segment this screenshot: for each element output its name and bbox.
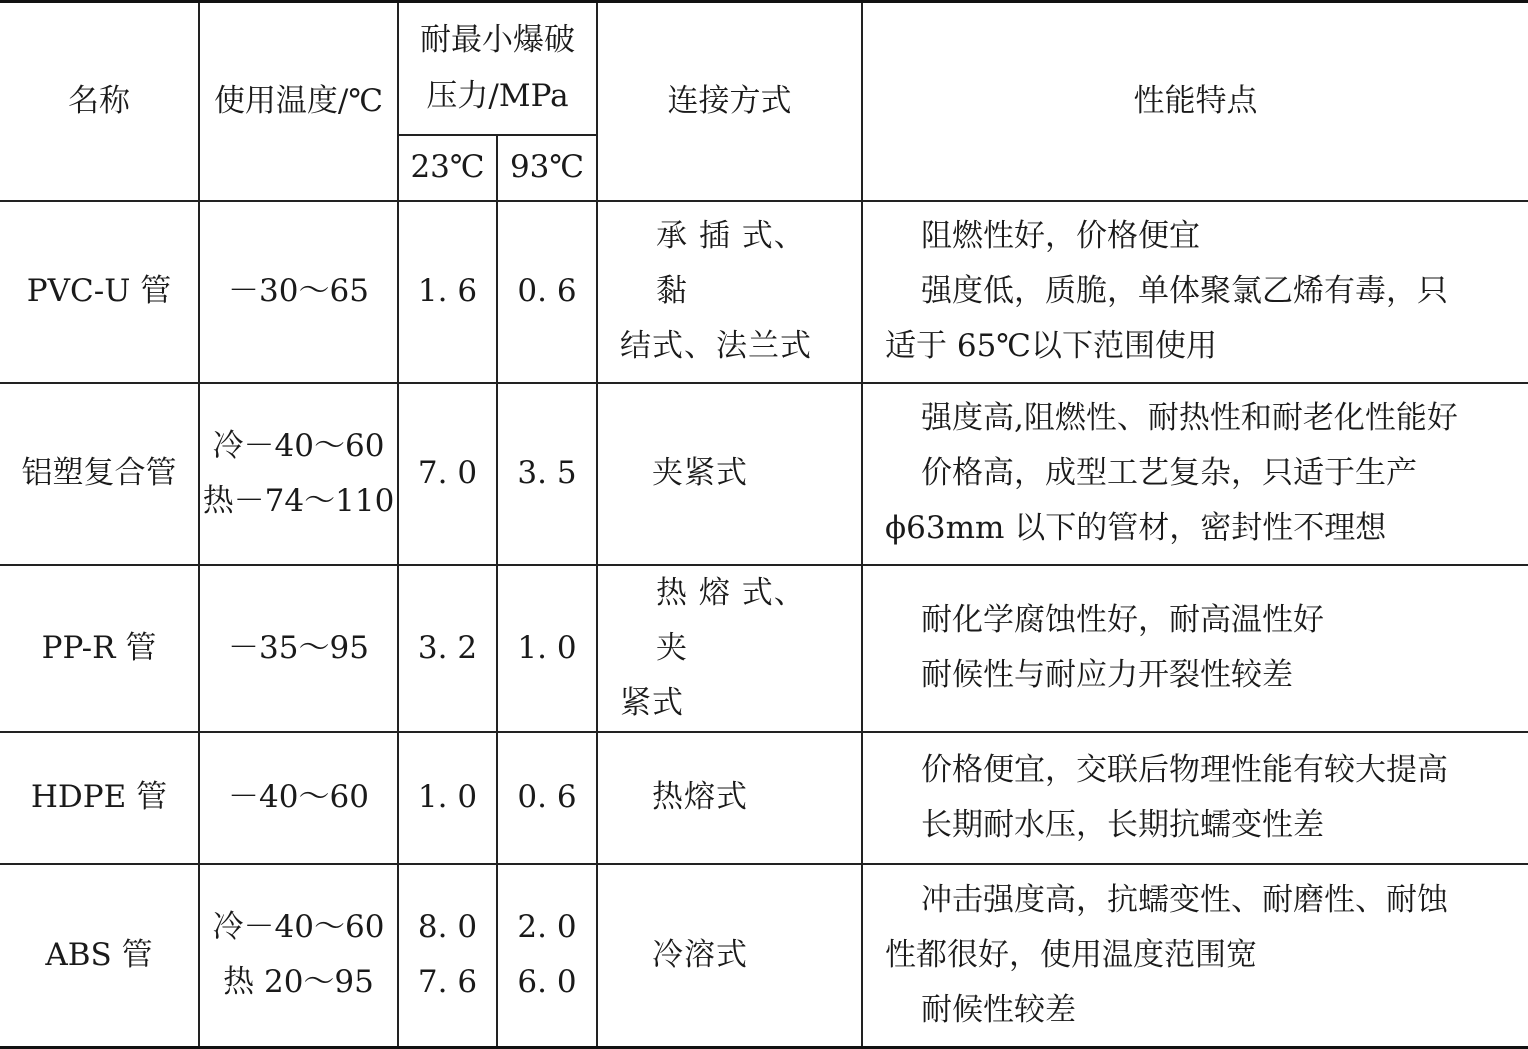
table-row (0, 383, 1528, 565)
cell-name: ABS 管 (0, 864, 199, 1048)
cell-name: 铝塑复合管 (0, 383, 199, 565)
table-row (0, 732, 1528, 864)
cell-connection (597, 383, 862, 565)
cell-connection-line: 冷溶式 (652, 936, 748, 973)
cell-connection-line: 结式、法兰式 (620, 328, 812, 364)
cell-p93 (497, 864, 597, 1048)
header-p93: 93℃ (497, 135, 597, 201)
cell-name: HDPE 管 (0, 732, 199, 864)
cell-feature-line: 耐候性较差 (921, 991, 1076, 1028)
cell-connection (597, 732, 862, 864)
cell-p23-line: 1. 6 (417, 273, 478, 309)
cell-feature-line: ϕ63mm 以下的管材，密封性不理想 (885, 510, 1387, 546)
cell-feature-line: 性都很好，使用温度范围宽 (885, 936, 1257, 973)
header-connection: 连接方式 (597, 2, 862, 201)
cell-temp (199, 565, 398, 732)
cell-p93-line: 0. 6 (517, 779, 577, 815)
cell-p93-line: 3. 5 (517, 455, 577, 491)
cell-features (862, 864, 1528, 1048)
header-p23: 23℃ (398, 135, 497, 201)
cell-temp-line: 冷－40～60 (212, 909, 385, 946)
cell-p23 (398, 383, 497, 565)
cell-p23-line: 7. 0 (417, 455, 478, 491)
cell-feature-line: 冲击强度高，抗蠕变性、耐磨性、耐蚀 (921, 881, 1448, 918)
header-temp: 使用温度/℃ (199, 2, 398, 201)
cell-temp-line: －35～95 (228, 629, 369, 666)
cell-p23 (398, 201, 497, 383)
table-row (0, 565, 1528, 732)
header-pressure (398, 2, 597, 135)
cell-p23-line: 1. 0 (417, 779, 478, 815)
cell-features (862, 201, 1528, 383)
cell-p93-line: 2. 0 (517, 909, 577, 946)
cell-temp-line: －40～60 (228, 779, 369, 815)
cell-p93-line: 6. 0 (517, 964, 577, 1001)
cell-p93-line: 1. 0 (517, 629, 577, 666)
cell-features (862, 383, 1528, 565)
header-name: 名称 (0, 2, 199, 201)
cell-p23 (398, 565, 497, 732)
cell-temp (199, 732, 398, 864)
cell-temp-line: 热－74～110 (202, 482, 395, 519)
cell-p23 (398, 732, 497, 864)
cell-features (862, 732, 1528, 864)
cell-temp-line: 冷－40～60 (212, 427, 385, 464)
cell-name: PVC-U 管 (0, 201, 199, 383)
cell-temp-line: 热 20～95 (223, 964, 374, 1001)
cell-connection-line: 热熔式 (652, 779, 748, 815)
cell-connection-line: 紧式 (620, 684, 684, 721)
cell-p93-line: 0. 6 (517, 273, 577, 309)
cell-feature-line: 价格便宜，交联后物理性能有较大提高 (921, 751, 1448, 788)
cell-p23-line: 8. 0 (417, 909, 478, 946)
cell-feature-line: 耐化学腐蚀性好，耐高温性好 (921, 602, 1324, 638)
table-row (0, 864, 1528, 1048)
cell-temp (199, 864, 398, 1048)
cell-temp-line: －30～65 (228, 273, 369, 309)
cell-features (862, 565, 1528, 732)
cell-feature-line: 强度低，质脆，单体聚氯乙烯有毒，只 (921, 273, 1448, 309)
cell-temp (199, 383, 398, 565)
cell-feature-line: 长期耐水压，长期抗蠕变性差 (921, 806, 1324, 843)
cell-p93 (497, 201, 597, 383)
cell-connection (597, 565, 862, 732)
cell-connection-line: 热 熔 式、 夹 (656, 574, 806, 666)
cell-p93 (497, 732, 597, 864)
cell-temp (199, 201, 398, 383)
cell-feature-line: 适于 65℃以下范围使用 (885, 328, 1217, 364)
header-pressure-line2: 压力/MPa (426, 78, 569, 115)
cell-connection (597, 864, 862, 1048)
cell-feature-line: 强度高,阻燃性、耐热性和耐老化性能好 (921, 400, 1458, 436)
cell-p23-line: 7. 6 (417, 964, 478, 1001)
cell-p93 (497, 565, 597, 732)
cell-feature-line: 阻燃性好，价格便宜 (921, 218, 1200, 254)
cell-connection-line: 承 插 式、 黏 (656, 218, 806, 309)
cell-p23 (398, 864, 497, 1048)
cell-name: PP-R 管 (0, 565, 199, 732)
header-row (0, 2, 1528, 135)
header-pressure-line1: 耐最小爆破 (420, 22, 575, 59)
table-row (0, 201, 1528, 383)
header-features: 性能特点 (862, 2, 1528, 201)
cell-p23-line: 3. 2 (417, 629, 478, 666)
cell-feature-line: 耐候性与耐应力开裂性较差 (921, 657, 1293, 693)
cell-p93 (497, 383, 597, 565)
cell-feature-line: 价格高，成型工艺复杂，只适于生产 (921, 455, 1417, 491)
cell-connection-line: 夹紧式 (652, 455, 748, 491)
cell-connection (597, 201, 862, 383)
